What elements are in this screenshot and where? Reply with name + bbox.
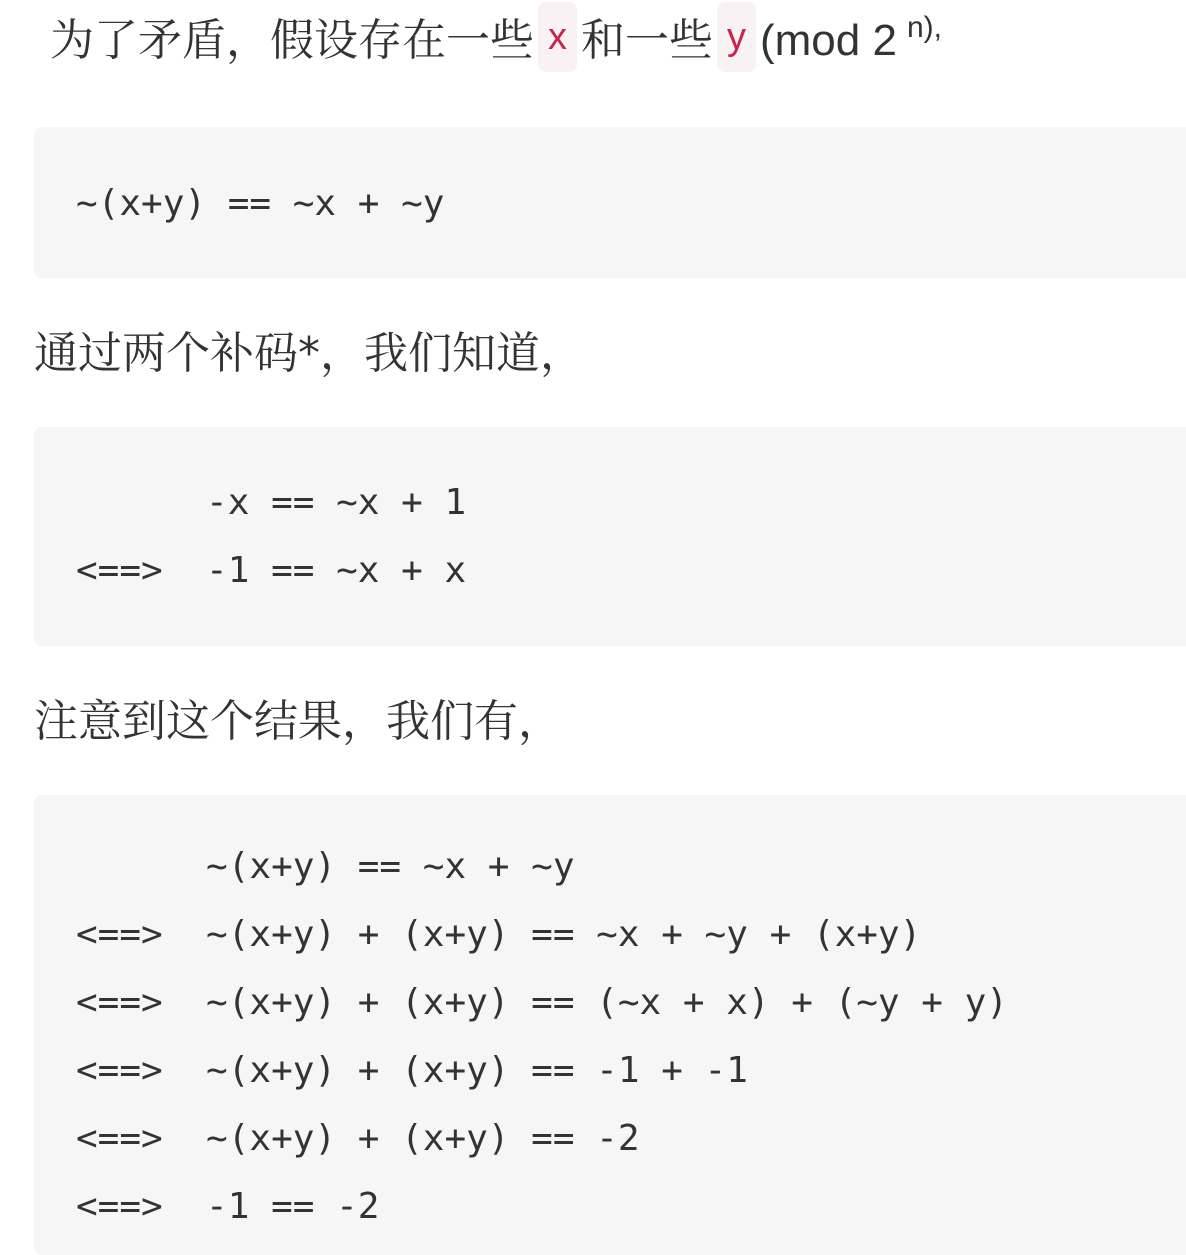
code-lines [76,795,1186,1241]
superscript-exponent: n [906,11,924,44]
paragraph-text: 为了矛盾，假设存在一些 [50,15,534,66]
code-line: <==> ~(x+y) + (x+y) == (~x + x) + (~y + y) [76,982,1008,1023]
code-line: -x == ~x + 1 [76,482,467,523]
code-line: <==> ~(x+y) + (x+y) == -1 + -1 [76,1050,748,1091]
inline-code-x: x [538,2,577,72]
code-line: <==> ~(x+y) + (x+y) == ~x + ~y + (x+y) [76,914,922,955]
paragraph-twos-complement: 通过两个补码*，我们知道， [34,328,584,379]
code-line: <==> ~(x+y) + (x+y) == -2 [76,1118,640,1159]
closing-paren: ) [923,11,934,44]
code-line: <==> -1 == -2 [76,1186,380,1227]
code-lines [76,127,1186,238]
code-block-assumption [34,127,1186,278]
mod-expression: (mod 2 [760,16,897,65]
trailing-comma: , [933,11,942,44]
code-line: <==> -1 == ~x + x [76,550,467,591]
code-block-twos-complement [34,427,1186,646]
code-block-derivation [34,795,1186,1255]
code-line: ~(x+y) == ~x + ~y [76,846,575,887]
code-line: ~(x+y) == ~x + ~y [76,183,445,224]
paragraph-result-note: 注意到这个结果，我们有， [34,696,562,747]
paragraph-contradiction-assumption [50,8,942,78]
paragraph-text: 和一些 [581,15,713,66]
code-lines [76,427,1186,605]
inline-code-y: y [717,2,756,72]
